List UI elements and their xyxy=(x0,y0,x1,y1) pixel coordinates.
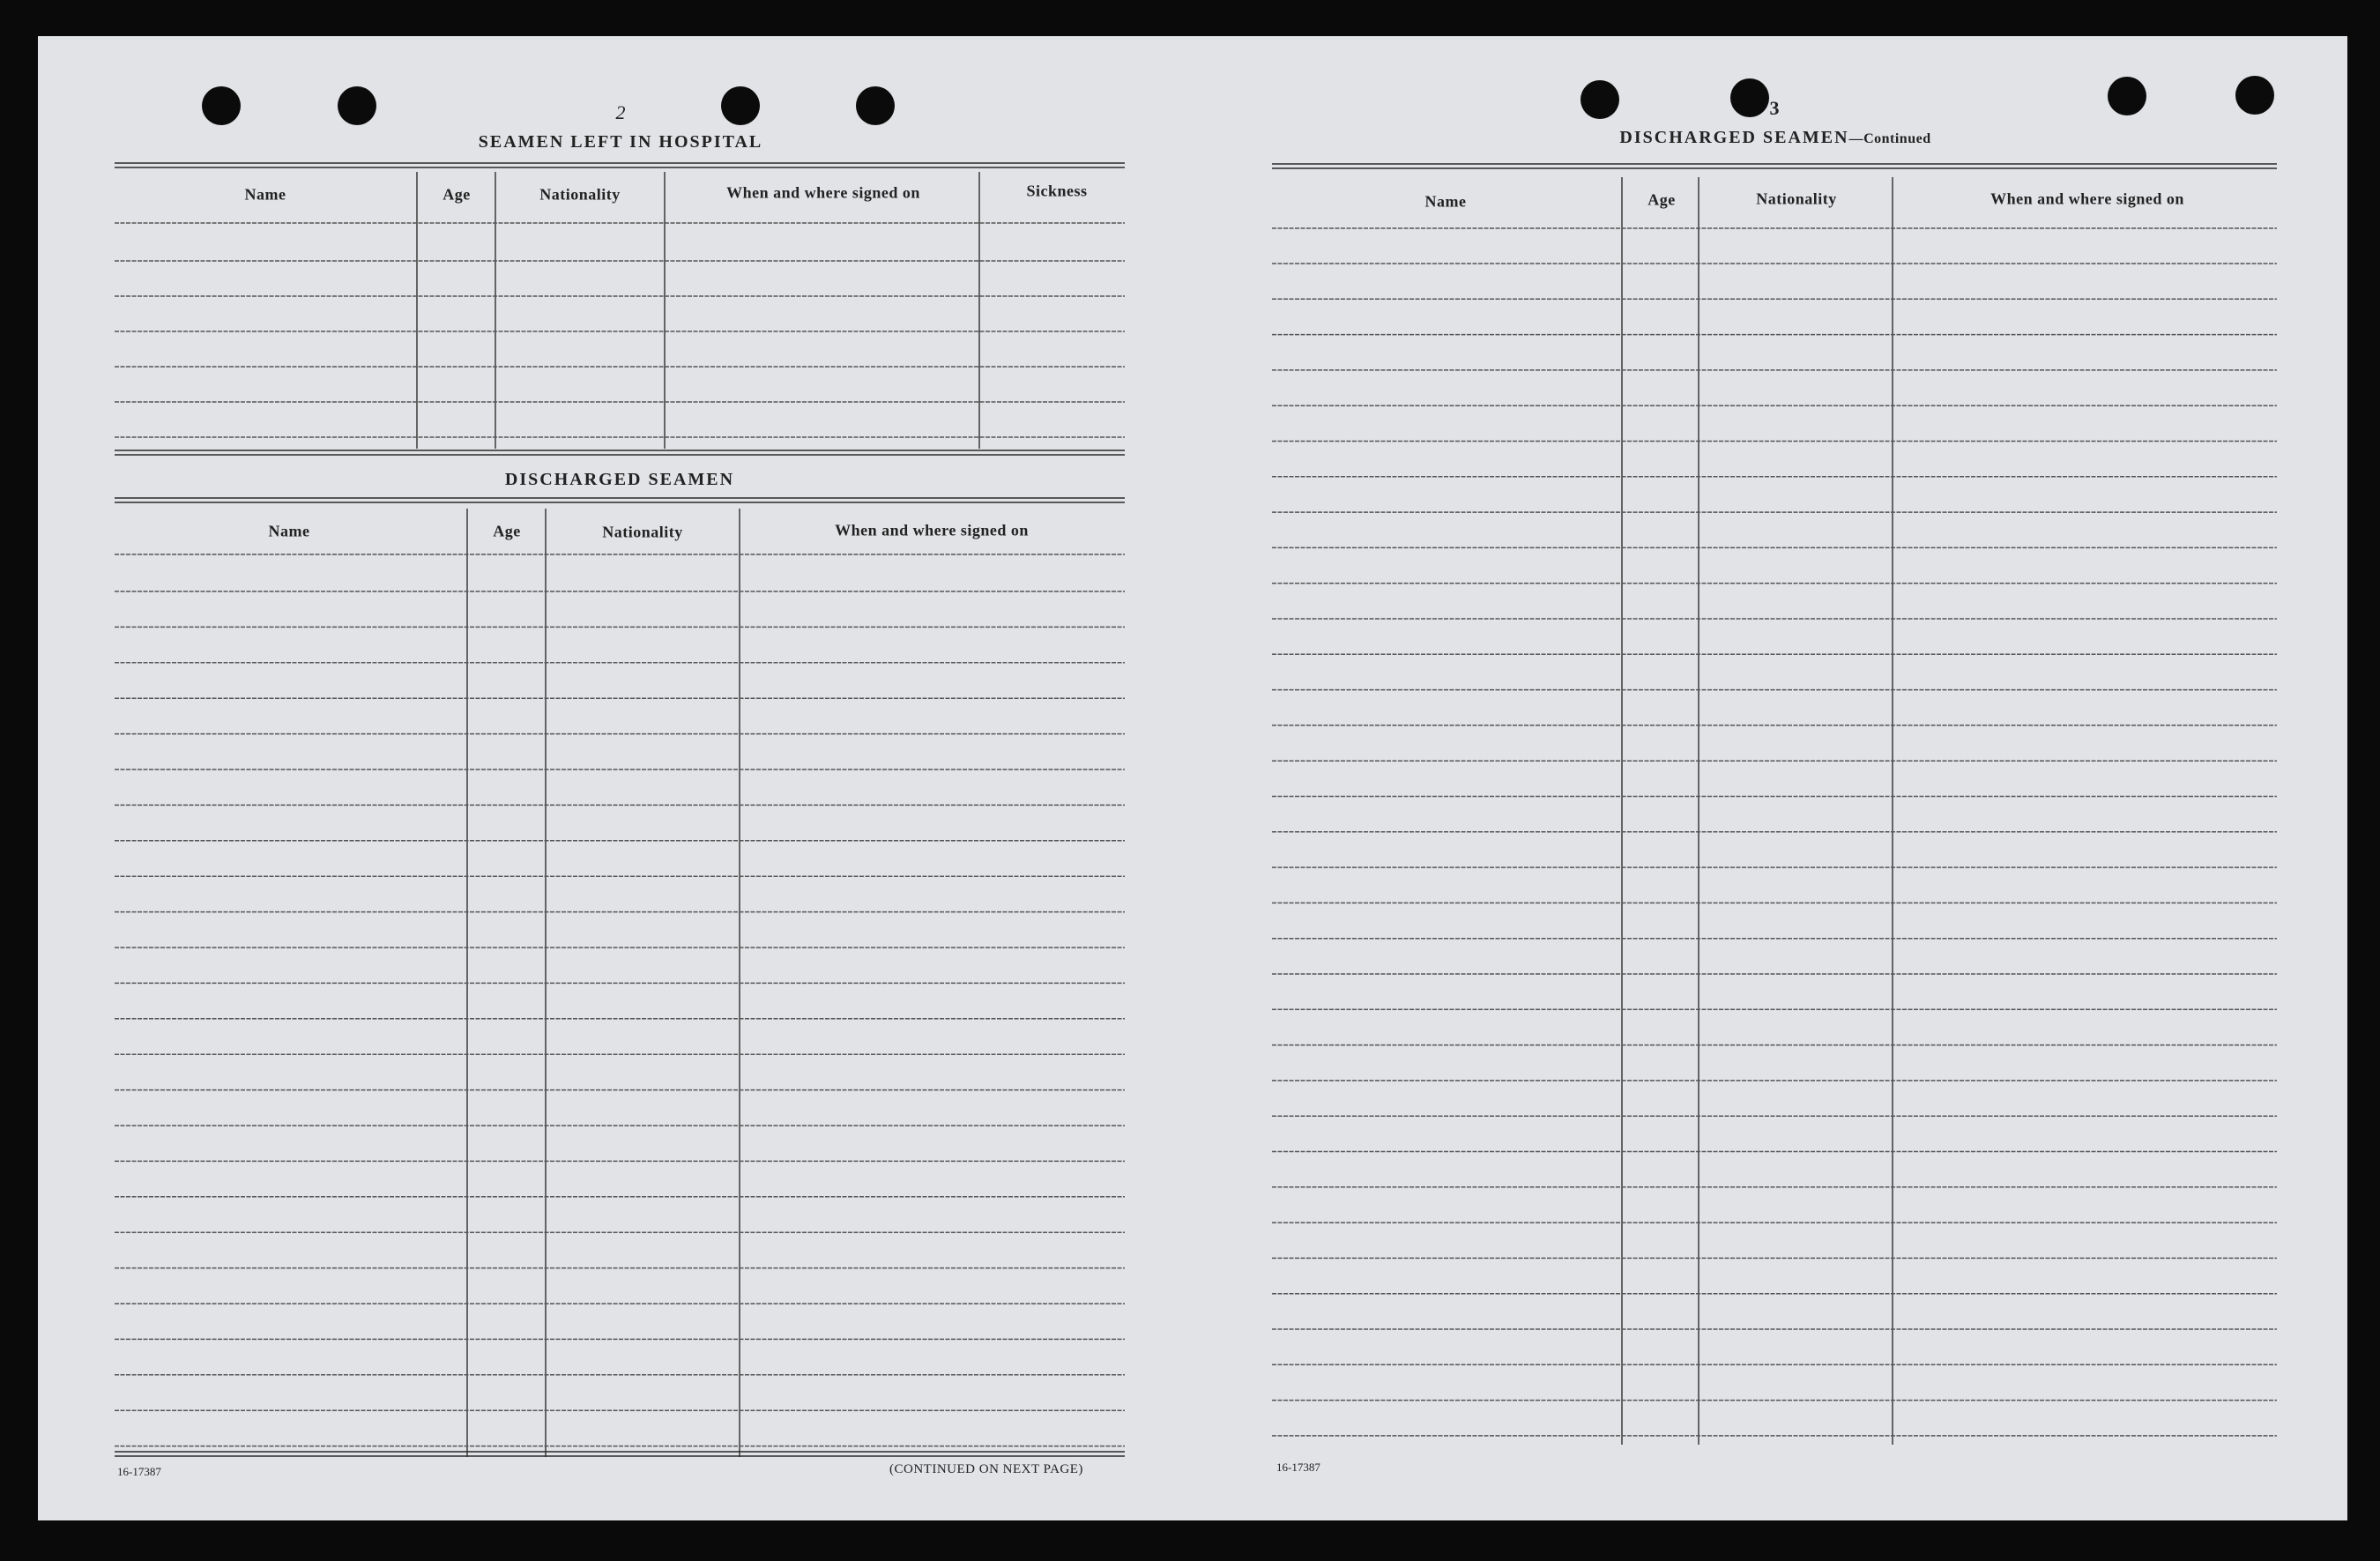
discharged-col-name: Name xyxy=(268,522,310,540)
page-number-right: 3 xyxy=(1769,97,1780,119)
hospital-col-name: Name xyxy=(244,185,286,204)
continued-section-title xyxy=(1619,128,1930,148)
continued-note: (CONTINUED ON NEXT PAGE) xyxy=(889,1462,1083,1476)
page-number-left: 2 xyxy=(615,101,626,123)
hospital-col-age: Age xyxy=(443,185,471,204)
continued-title-main: DISCHARGED SEAMEN xyxy=(1619,128,1849,147)
continued-col-name: Name xyxy=(1424,192,1467,211)
form-number-left: 16-17387 xyxy=(117,1465,161,1478)
hospital-col-signed-on: When and where signed on xyxy=(726,183,920,202)
continued-title-suffix: —Continued xyxy=(1848,131,1931,146)
hospital-col-sickness: Sickness xyxy=(1026,182,1088,200)
continued-col-signed-on: When and where signed on xyxy=(1990,190,2184,208)
discharged-col-nationality: Nationality xyxy=(602,523,683,541)
discharged-col-age: Age xyxy=(493,522,521,540)
form-number-right: 16-17387 xyxy=(1276,1461,1320,1474)
hospital-col-nationality: Nationality xyxy=(539,185,621,204)
continued-col-nationality: Nationality xyxy=(1756,190,1837,208)
document-sheet xyxy=(38,36,2347,1520)
ruled-lines xyxy=(38,36,2347,1520)
hospital-section-title: SEAMEN LEFT IN HOSPITAL xyxy=(478,132,763,152)
discharged-section-title: DISCHARGED SEAMEN xyxy=(504,470,735,489)
continued-col-age: Age xyxy=(1647,190,1676,209)
discharged-col-signed-on: When and where signed on xyxy=(835,521,1029,539)
